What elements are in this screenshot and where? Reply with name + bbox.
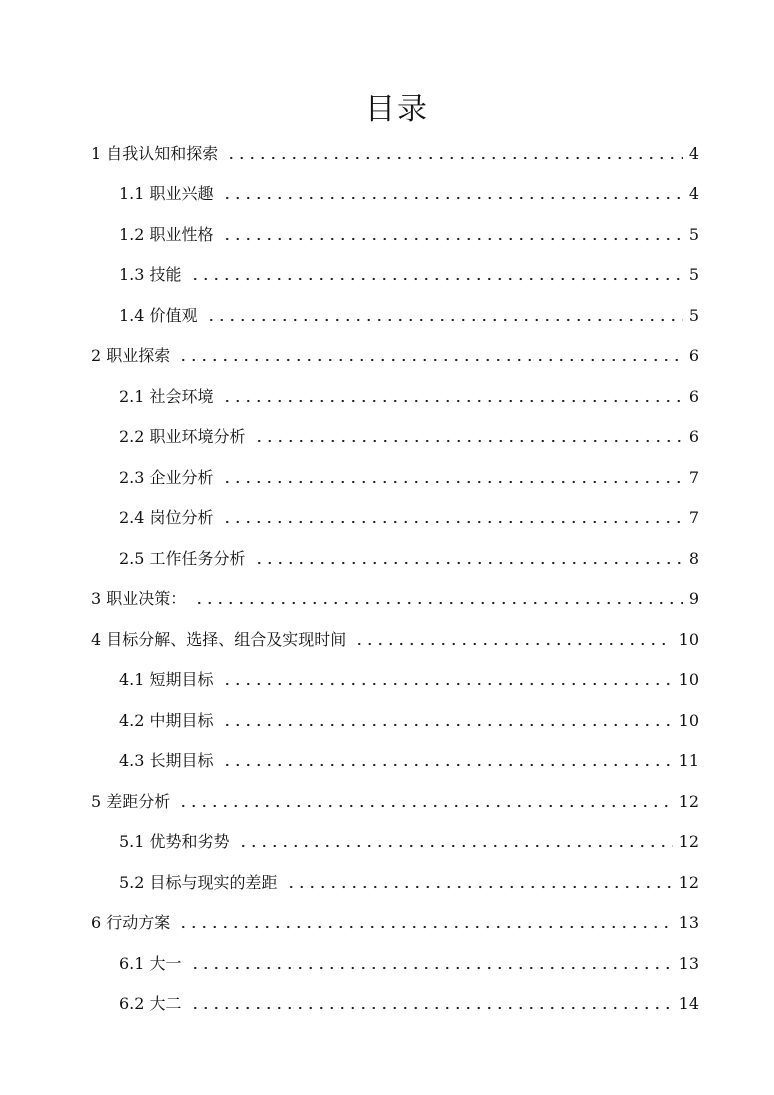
toc-entry-label: 2 职业探索 [91,346,171,365]
toc-entry [119,181,699,207]
toc-entry-label: 2.5 工作任务分析 [119,549,246,568]
toc-entry [91,586,699,612]
toc-title: 目录 [365,92,429,127]
toc-entry-label: 6.2 大二 [119,994,182,1013]
toc-entry-page: 5 [688,265,699,284]
toc-entry [119,505,699,531]
toc-leader-dots [194,598,683,608]
toc-entry-page: 13 [678,954,699,973]
toc-leader-dots [222,679,673,689]
toc-entry [91,343,699,369]
toc-entry-label: 4.1 短期目标 [119,670,214,689]
toc-entry [119,465,699,491]
toc-entry-label: 4 目标分解、选择、组合及实现时间 [91,630,347,649]
toc-leader-dots [254,558,683,568]
toc-leader-dots [226,153,683,163]
toc-entry-page: 6 [688,346,699,365]
toc-entry-page: 7 [688,508,699,527]
toc-entry-page: 11 [678,751,699,770]
toc-entry [119,708,699,734]
toc-entry-page: 4 [688,144,699,163]
toc-entry [119,424,699,450]
toc-entry-page: 10 [678,630,699,649]
toc-leader-dots [222,234,683,244]
toc-entry [91,627,699,653]
toc-entry-label: 1 自我认知和探索 [91,144,219,163]
toc-entry [119,546,699,572]
toc-leader-dots [354,639,672,649]
toc-leader-dots [286,882,673,892]
toc-entry [119,951,699,977]
toc-leader-dots [178,922,672,932]
toc-entry-label: 2.2 职业环境分析 [119,427,246,446]
toc-entry-page: 7 [688,468,699,487]
toc-entry-page: 6 [688,387,699,406]
toc-entry [119,222,699,248]
toc-leader-dots [178,801,672,811]
toc-entry-page: 5 [688,306,699,325]
toc-entry-page: 9 [688,589,699,608]
toc-entry-label: 5.1 优势和劣势 [119,832,230,851]
toc-entry-label: 2.4 岗位分析 [119,508,214,527]
toc-entry-label: 6 行动方案 [91,913,171,932]
toc-entry-page: 13 [678,913,699,932]
toc-leader-dots [254,436,683,446]
toc-leader-dots [178,355,683,365]
toc-entry [119,829,699,855]
toc-entry-label: 5 差距分析 [91,792,171,811]
toc-leader-dots [222,477,683,487]
toc-leader-dots [238,841,673,851]
toc-leader-dots [222,720,673,730]
toc-entry [119,667,699,693]
toc-leader-dots [206,315,683,325]
toc-entry-label: 5.2 目标与现实的差距 [119,873,278,892]
toc-entry-page: 6 [688,427,699,446]
toc-entry [119,384,699,410]
toc-entry [119,748,699,774]
toc-leader-dots [190,274,683,284]
toc-leader-dots [190,1003,673,1013]
toc-entry [91,910,699,936]
toc-leader-dots [222,517,683,527]
toc-entry-label: 3 职业决策： [91,589,187,608]
toc-leader-dots [190,963,673,973]
toc-entry-label: 2.3 企业分析 [119,468,214,487]
toc-entry-label: 1.1 职业兴趣 [119,184,214,203]
toc-entry [91,141,699,167]
toc-entry-label: 6.1 大一 [119,954,182,973]
toc-entry-page: 5 [688,225,699,244]
toc-entry-label: 2.1 社会环境 [119,387,214,406]
toc-entry-page: 12 [678,792,699,811]
toc-entry-page: 14 [678,994,699,1013]
toc-entry-label: 1.4 价值观 [119,306,198,325]
toc-entry [91,789,699,815]
toc-entry-label: 1.3 技能 [119,265,182,284]
toc-entry-page: 8 [688,549,699,568]
toc-entry-label: 4.3 长期目标 [119,751,214,770]
toc-entry-page: 10 [678,670,699,689]
toc-entry [119,991,699,1017]
toc-entry [119,262,699,288]
toc-entry-page: 12 [678,873,699,892]
toc-entry-label: 4.2 中期目标 [119,711,214,730]
toc-entry-page: 12 [678,832,699,851]
toc-leader-dots [222,193,683,203]
toc-leader-dots [222,760,673,770]
toc-leader-dots [222,396,683,406]
toc-entry [119,870,699,896]
toc-entry-label: 1.2 职业性格 [119,225,214,244]
toc-entry-page: 10 [678,711,699,730]
toc-entry [119,303,699,329]
toc-entry-page: 4 [688,184,699,203]
